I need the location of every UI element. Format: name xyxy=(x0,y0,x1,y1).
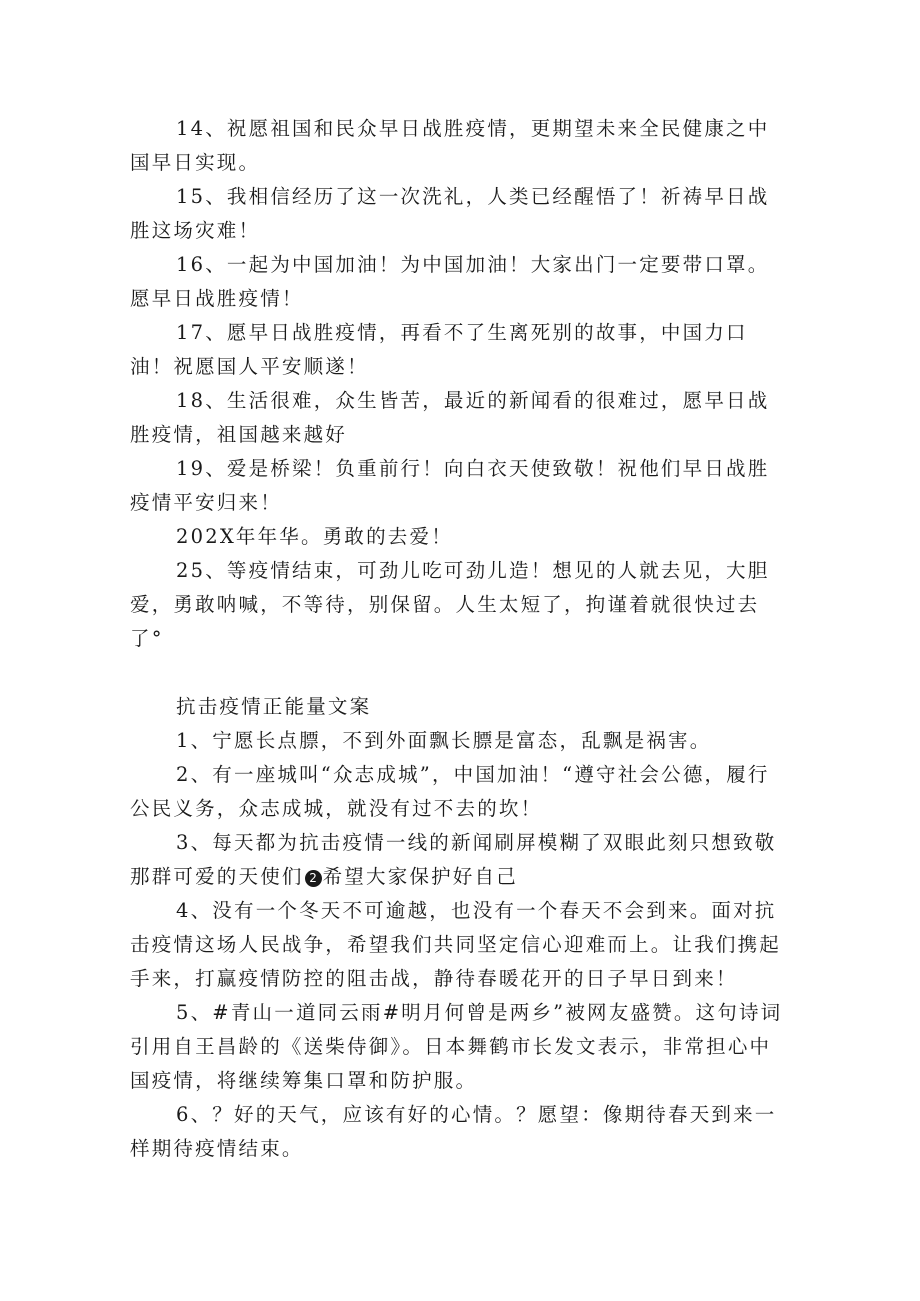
list-item: 16、一起为中国加油！为中国加油！大家出门一定要带口罩。愿早日战胜疫情！ xyxy=(130,253,770,310)
list-item: 1、宁愿长点膘，不到外面飘长膘是富态，乱飘是祸害。 xyxy=(176,729,712,752)
list-item: 2、有一座城叫“众志成城”，中国加油！“遵守社会公德，履行公民义务，众志成城，就没有过不去的坎！ xyxy=(130,763,770,820)
list-item: 14、祝愿祖国和民众早日战胜疫情，更期望未来全民健康之中国早日实现。 xyxy=(130,117,770,174)
list-item: 15、我相信经历了这一次洗礼，人类已经醒悟了！祈祷早日战胜这场灾难！ xyxy=(130,185,770,242)
list-item: 4、没有一个冬天不可逾越，也没有一个春天不会到来。面对抗击疫情这场人民战争，希望我们共同坚定信心迎难而上。让我们携起手来，打赢疫情防控的阻击战，静待春暖花开的日子早日到来！ xyxy=(130,899,782,990)
section-title: 抗击疫情正能量文案 xyxy=(176,695,372,718)
circled-number-icon: 2 xyxy=(305,870,322,887)
list-item: 6、？好的天气，应该有好的心情。？愿望：像期待春天到来一样期待疫情结束。 xyxy=(130,1103,777,1160)
list-item: 18、生活很难，众生皆苦，最近的新闻看的很难过，愿早日战胜疫情，祖国越来越好 xyxy=(130,389,770,446)
list-item: 25、等疫情结束，可劲儿吃可劲儿造！想见的人就去见，大胆爱，勇敢呐喊，不等待，别保留。人生太短了，拘谨着就很快过去了° xyxy=(130,559,770,650)
document-body xyxy=(130,112,790,1166)
list-item: 19、爱是桥梁！负重前行！向白衣天使致敬！祝他们早日战胜疫情平安归来！ xyxy=(130,457,770,514)
list-item-text: 3、每天都为抗击疫情一线的新闻刷屏模糊了双眼此刻只想致敬那群可爱的天使们 xyxy=(130,831,777,888)
list-item: 202X年年华。勇敢的去爱！ xyxy=(176,525,453,548)
list-item: 17、愿早日战胜疫情，再看不了生离死别的故事，中国力口油！祝愿国人平安顺遂！ xyxy=(130,321,748,378)
list-item: 5、#青山一道同云雨#明月何曾是两乡”被网友盛赞。这句诗词引用自王昌龄的《送柴侍御》。日本舞鹤市长发文表示，非常担心中国疫情，将继续筹集口罩和防护服。 xyxy=(130,1001,783,1092)
list-item-text: 希望大家保护好自己 xyxy=(322,865,518,888)
list-item xyxy=(130,826,790,894)
